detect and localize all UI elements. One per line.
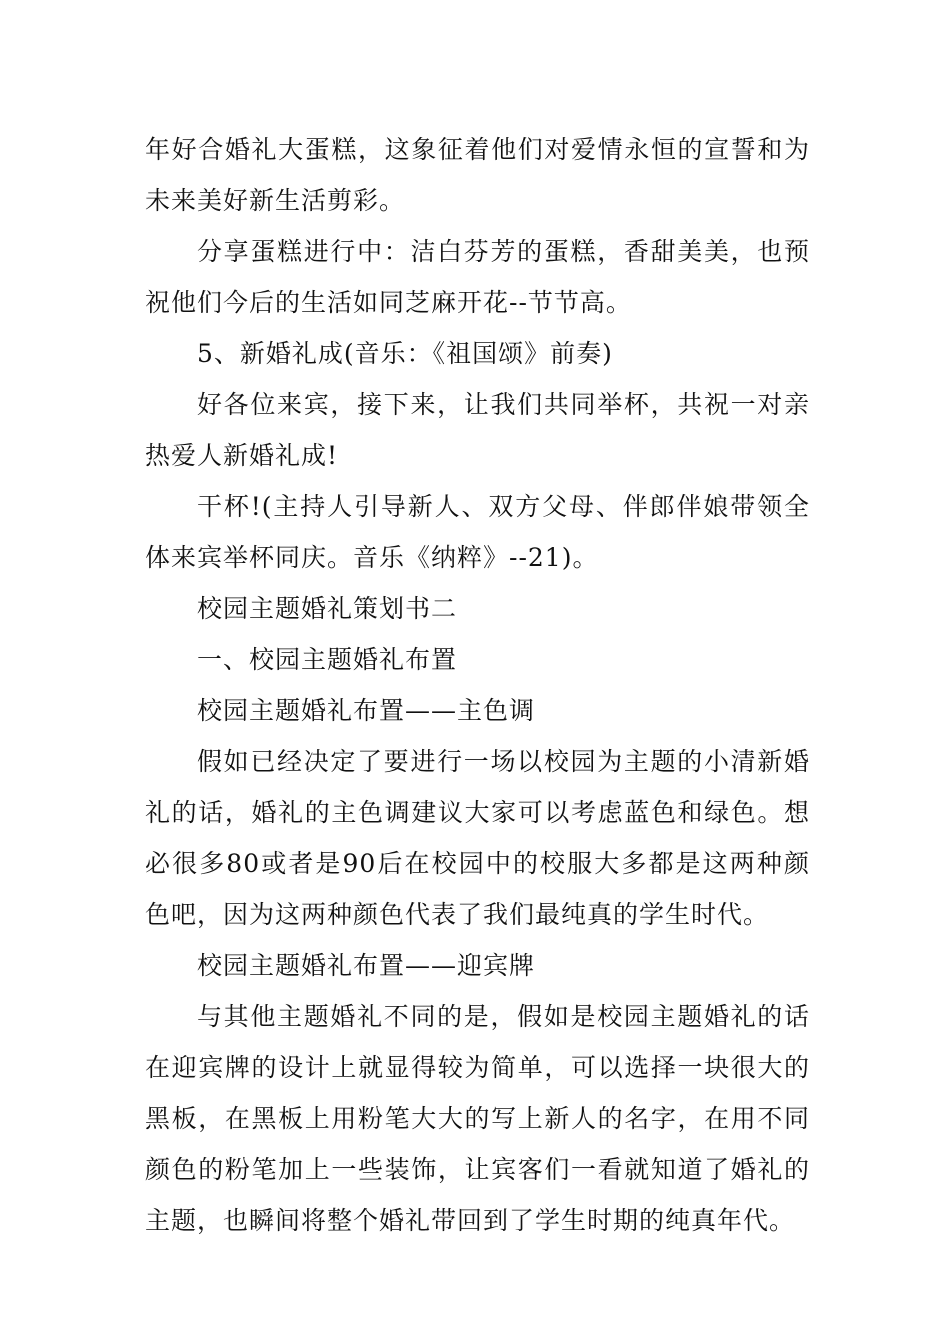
paragraph-section-5-heading: 5、新婚礼成(音乐：《祖国颂》前奏) bbox=[197, 339, 613, 368]
paragraph-welcome-sign-body: 与其他主题婚礼不同的是，假如是校园主题婚礼的话在迎宾牌的设计上就显得较为简单，可以选择一块很大的黑板，在黑板上用粉笔大大的写上新人的名字，在用不同颜色的粉笔加上一些装饰，让宾客们一看就知道了婚礼的主题，也瞬间将整个婚礼带回到了学生时期的纯真年代。 bbox=[145, 1002, 810, 1235]
document-page bbox=[145, 124, 810, 1246]
paragraph-welcome-sign-heading: 校园主题婚礼布置——迎宾牌 bbox=[197, 951, 536, 980]
paragraph-main-color-body: 假如已经决定了要进行一场以校园为主题的小清新婚礼的话，婚礼的主色调建议大家可以考虑蓝色和绿色。想必很多80或者是90后在校园中的校服大多都是这两种颜色吧，因为这两种颜色代表了我们最纯真的学生时代。 bbox=[145, 747, 810, 929]
paragraph-cheers: 干杯!(主持人引导新人、双方父母、伴郎伴娘带领全体来宾举杯同庆。音乐《纳粹》--21)。 bbox=[145, 492, 810, 572]
paragraph-section-1-heading: 一、校园主题婚礼布置 bbox=[197, 645, 458, 674]
paragraph-plan-two-title: 校园主题婚礼策划书二 bbox=[197, 594, 458, 623]
paragraph-main-color-heading: 校园主题婚礼布置——主色调 bbox=[197, 696, 536, 725]
paragraph-toast-invitation: 好各位来宾，接下来，让我们共同举杯，共祝一对亲热爱人新婚礼成! bbox=[145, 390, 810, 470]
paragraph-cake-continuation: 年好合婚礼大蛋糕，这象征着他们对爱情永恒的宣誓和为未来美好新生活剪彩。 bbox=[145, 135, 810, 215]
paragraph-cake-sharing: 分享蛋糕进行中：洁白芬芳的蛋糕，香甜美美，也预祝他们今后的生活如同芝麻开花--节节高。 bbox=[145, 237, 810, 317]
